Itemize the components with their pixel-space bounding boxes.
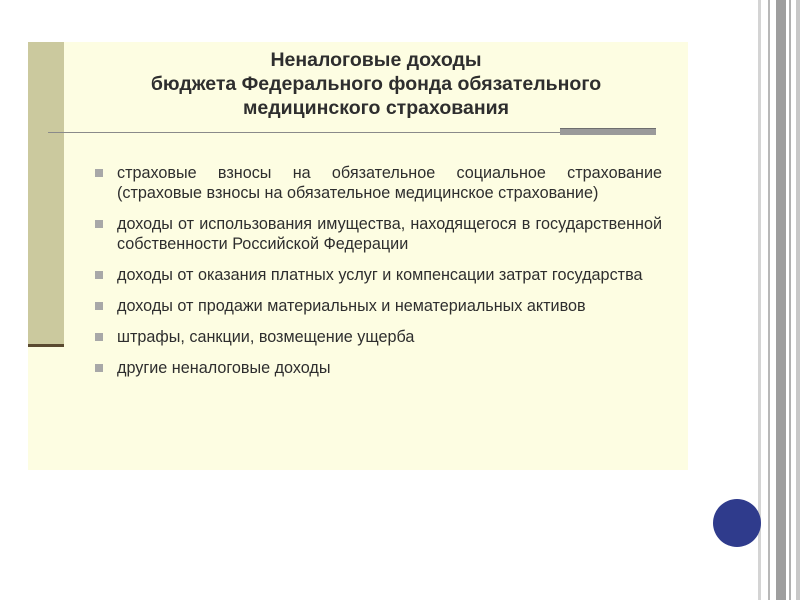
list-item-text: доходы от использования имущества, находящегося в государственной собственности Российской Федерации [117,215,662,253]
list-item [92,296,662,316]
list-item-text: штрафы, санкции, возмещение ущерба [117,328,415,346]
bullet-list [92,163,662,389]
list-item [92,163,662,203]
slide-title [64,48,688,120]
title-line-3: медицинского страхования [243,97,509,119]
square-bullet-icon [95,271,103,279]
title-divider [48,132,618,133]
right-decorative-stripes [758,0,800,600]
left-accent-underline [28,344,64,347]
list-item-text: страховые взносы на обязательное социальное страхование (страховые взносы на обязательное медицинское страхование) [117,164,662,202]
decorative-circle [713,499,761,547]
square-bullet-icon [95,333,103,341]
square-bullet-icon [95,220,103,228]
list-item-text: доходы от продажи материальных и нематериальных активов [117,297,586,315]
square-bullet-icon [95,302,103,310]
square-bullet-icon [95,364,103,372]
left-accent-bar [28,42,64,346]
title-line-1: Неналоговые доходы [270,49,482,71]
list-item-text: доходы от оказания платных услуг и компенсации затрат государства [117,266,643,284]
title-line-2: бюджета Федерального фонда обязательного [150,73,602,95]
list-item-text: другие неналоговые доходы [117,359,331,377]
square-bullet-icon [95,169,103,177]
list-item [92,265,662,285]
list-item [92,214,662,254]
list-item [92,327,662,347]
title-divider-accent [560,128,656,135]
list-item [92,358,662,378]
